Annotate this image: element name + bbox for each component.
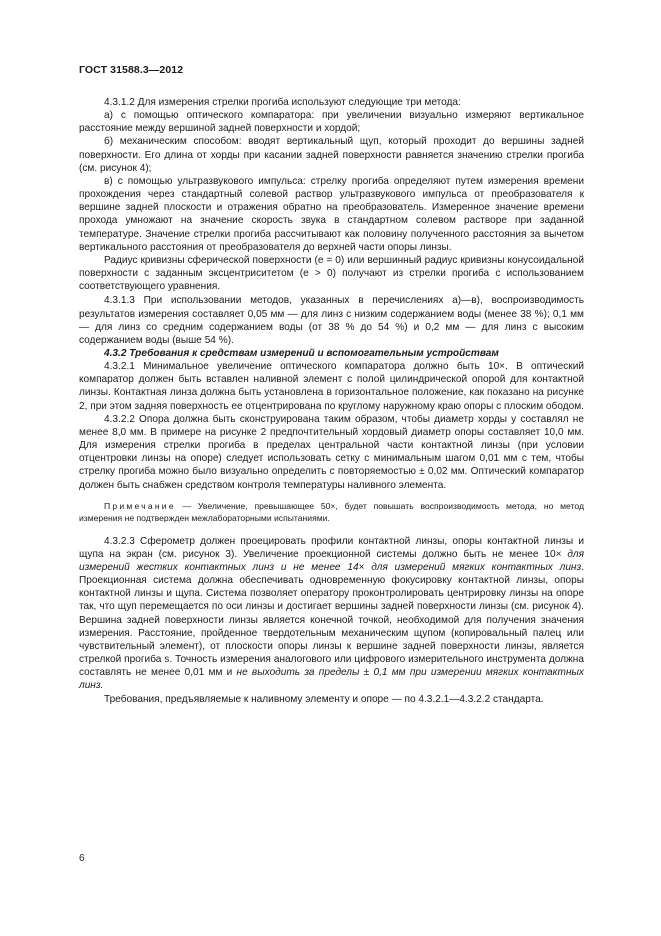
note	[79, 500, 584, 524]
section-heading-4-3-2: 4.3.2 Требования к средствам измерений и вспомогательным устройствам	[104, 347, 499, 359]
paragraph-4-3-2-3-italic-2: не выходить за пределы ± 0,1 мм при измерении мягких контактных линз.	[79, 667, 584, 692]
page-number: 6	[79, 853, 85, 864]
paragraph-4-3-2-3-italic-1: для измерений жестких контактных линз и не менее 14× для измерений мягких контактных линз	[79, 548, 585, 573]
paragraph-4-3-2-3-part1: 4.3.2.3 Сферометр должен проецировать профили контактной линзы, опоры контактной линзы и щупа на экран (см. рисунок 3). Увеличение проекционной системы должно быть не менее 10×	[79, 535, 584, 560]
document-header: ГОСТ 31588.3—2012	[79, 64, 184, 76]
paragraph-4-3-1-2-intro: 4.3.1.2 Для измерения стрелки прогиба используют следующие три метода:	[104, 97, 461, 108]
paragraph-4-3-2-1: 4.3.2.1 Минимальное увеличение оптического компаратора должно быть 10×. В оптический компаратор должен быть вставлен наливной элемент с полой цилиндрической опорой для контактной линзы. Контактная линза должна быть установлена в горизонтальное положение, как показано на рисунке 2, при этом задняя поверхность ее отцентрирована по круглому наружному краю опоры с плоским ободом.	[79, 361, 584, 412]
paragraph-method-c: в) с помощью ультразвукового импульса: стрелку прогиба определяют путем измерения времени прохождения через стандартный солевой раствор ультразвукового импульса от преобразователя к вершине задней плоскости и отражения обратно на преобразователь. Измеренное значение времени прохода умножают на значение скорость звука в стандартном солевом растворе при заданной температуре. Значение стрелки прогиба рассчитывают как половину полученного расстояния за вычетом вертикального расстояния от преобразователя до верхней части опоры линзы.	[79, 175, 584, 253]
paragraph-method-a: а) с помощью оптического компаратора: при увеличении визуально измеряют вертикальное расстояние между вершиной задней поверхности и хордой;	[79, 110, 584, 135]
paragraph-4-3-2-2: 4.3.2.2 Опора должна быть сконструирована таким образом, чтобы диаметр хорды y составлял не менее 8,0 мм. В примере на рисунке 2 предпочтительный хордовый диаметр опоры составляет 10,0 мм. Для измерения стрелки прогиба в пределах центральной части контактной линзы (при условии отцентровки линзы на опоре) следует использовать сетку с минимальным шагом 0,01 мм с тем, чтобы стрелку прогиба можно было визуально определить с повторяемостью ± 0,02 мм. Оптический компаратор должен быть снабжен средством контроля температуры наливного элемента.	[79, 413, 584, 491]
paragraph-4-3-1-3: 4.3.1.3 При использовании методов, указанных в перечислениях а)—в), воспроизводимость результатов измерения составляет 0,05 мм — для линз с низким содержанием воды (менее 38 %); 0,1 мм — для линз со средним содержанием воды (от 38 % до 54 %) и 0,2 мм — для линз с высоким содержанием воды (выше 54 %).	[79, 295, 584, 346]
paragraph-method-b: б) механическим способом: вводят вертикальный щуп, который проходит до вершины задней поверхности. Его длина от хорды при касании задней поверхности равняется значению стрелки прогиба (см. рисунок 4);	[79, 136, 584, 174]
note-label: Примечание	[104, 500, 176, 511]
note-text: — Увеличение, превышающее 50×, будет повышать воспроизводимость метода, но метод измерения не подтвержден межлабораторными испытаниями.	[79, 500, 584, 523]
document-body	[79, 96, 584, 706]
paragraph-radius: Радиус кривизны сферической поверхности (e = 0) или вершинный радиус кривизны конусоидальной поверхности с заданным эксцентриситетом (e > 0) получают из стрелки прогиба с использованием соответствующего уравнения.	[79, 254, 584, 293]
paragraph-4-3-2-3-part3: . Проекционная система должна обеспечивать одновременную фокусировку контактной линзы, опоры контактной линзы и щупа. Система позволяет оператору проконтролировать центрировку линзы на опоре так, что щуп перемещается по оси линзы и достигает вершины задней поверхности линзы (см. рисунок 4). Вершина задней поверхности линзы является конечной точкой, необходимой для получения значения измерения. Расстояние, пройденное твердотельным механическим щупом (копировальный палец или чувствительный элемент), от плоскости опоры линзы к вершине задней поверхности линзы, является стрелкой прогиба s. Точность измерения аналогового или цифрового измерительного инструмента должна составлять не менее 0,01 мм и	[79, 562, 584, 679]
paragraph-final: Требования, предъявляемые к наливному элементу и опоре — по 4.3.2.1—4.3.2.2 стандарта.	[104, 693, 544, 705]
paragraph-4-3-2-3	[79, 535, 584, 693]
